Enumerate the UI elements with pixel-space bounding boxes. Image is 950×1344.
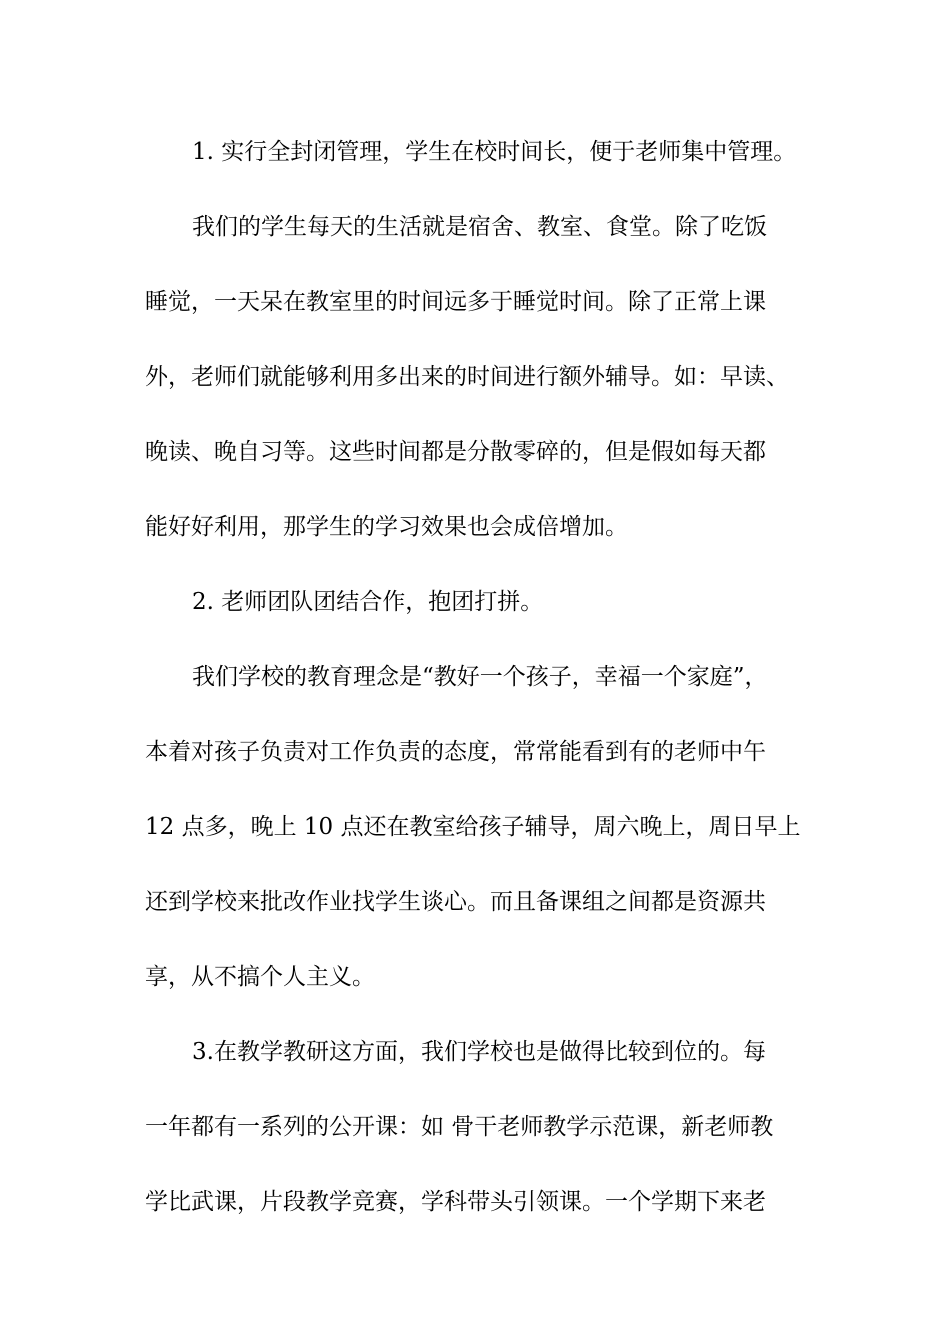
text-line: 3.在教学教研这方面，我们学校也是做得比较到位的。每 (192, 1039, 766, 1065)
text-line: 还到学校来批改作业找学生谈心。而且备课组之间都是资源共 (145, 889, 766, 915)
document-body (145, 115, 810, 1240)
text-line: 外，老师们就能够利用多出来的时间进行额外辅导。如：早读、 (145, 364, 789, 390)
text-line: 我们学校的教育理念是“教好一个孩子，幸福一个家庭”， (192, 664, 768, 690)
text-line: 能好好利用，那学生的学习效果也会成倍增加。 (145, 514, 628, 540)
text-line: 我们的学生每天的生活就是宿舍、教室、食堂。除了吃饭 (192, 214, 767, 240)
text-line: 一年都有一系列的公开课：如 骨干老师教学示范课，新老师教 (145, 1114, 774, 1140)
text-line: 本着对孩子负责对工作负责的态度，常常能看到有的老师中午 (145, 739, 766, 765)
text-line: 享，从不搞个人主义。 (145, 964, 375, 990)
text-line: 睡觉，一天呆在教室里的时间远多于睡觉时间。除了正常上课 (145, 289, 766, 315)
text-line: 2. 老师团队团结合作，抱团打拼。 (192, 589, 544, 615)
text-line: 1. 实行全封闭管理，学生在校时间长，便于老师集中管理。 (192, 139, 797, 165)
text-line: 晚读、晚自习等。这些时间都是分散零碎的，但是假如每天都 (145, 439, 766, 465)
text-line: 12 点多，晚上 10 点还在教室给孩子辅导，周六晚上，周日早上 (145, 814, 801, 840)
text-line: 学比武课，片段教学竞赛，学科带头引领课。一个学期下来老 (145, 1189, 766, 1215)
